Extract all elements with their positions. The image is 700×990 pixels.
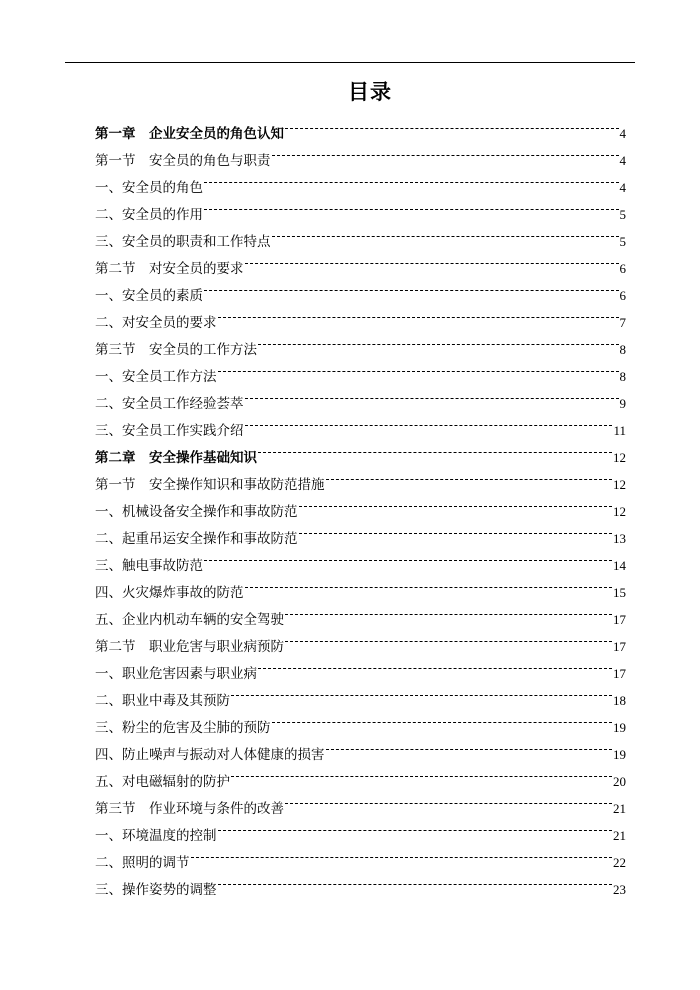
toc-dot-leader bbox=[285, 597, 612, 624]
toc-dot-leader bbox=[204, 192, 619, 219]
toc-dot-leader bbox=[272, 219, 619, 246]
header-rule bbox=[65, 62, 635, 63]
toc-entry-title: 第三节 作业环境与条件的改善 bbox=[95, 801, 284, 817]
toc-dot-leader bbox=[218, 867, 613, 894]
toc-page-number: 12 bbox=[613, 504, 626, 519]
toc-entry-title: 五、对电磁辐射的防护 bbox=[95, 774, 230, 790]
toc-entry-title: 三、触电事故防范 bbox=[95, 558, 203, 574]
toc-dot-leader bbox=[218, 354, 619, 381]
toc-page-number: 14 bbox=[613, 558, 626, 573]
toc-entry-title: 三、安全员工作实践介绍 bbox=[95, 423, 244, 439]
toc-entry-title: 五、企业内机动车辆的安全驾驶 bbox=[95, 612, 284, 628]
toc-entry-title: 三、粉尘的危害及尘肺的预防 bbox=[95, 720, 271, 736]
toc-dot-leader bbox=[299, 489, 613, 516]
toc-entry-title: 四、火灾爆炸事故的防范 bbox=[95, 585, 244, 601]
toc-entry-title: 二、安全员工作经验荟萃 bbox=[95, 396, 244, 412]
toc-dot-leader bbox=[218, 300, 619, 327]
toc-dot-leader bbox=[326, 732, 613, 759]
toc-entry-title: 三、安全员的职责和工作特点 bbox=[95, 234, 271, 250]
toc-page-number: 11 bbox=[613, 423, 626, 438]
toc-dot-leader bbox=[285, 624, 612, 651]
toc-page-number: 8 bbox=[619, 342, 626, 357]
toc-entry-title: 一、职业危害因素与职业病 bbox=[95, 666, 257, 682]
toc-dot-leader bbox=[245, 246, 619, 273]
toc-entry-title: 二、起重吊运安全操作和事故防范 bbox=[95, 531, 298, 547]
toc-page-number: 21 bbox=[613, 828, 626, 843]
toc-entry-title: 二、对安全员的要求 bbox=[95, 315, 217, 331]
toc-entry-title: 第一节 安全员的角色与职责 bbox=[95, 153, 271, 169]
toc-page-number: 21 bbox=[613, 801, 626, 816]
toc-dot-leader bbox=[245, 381, 619, 408]
toc-dot-leader bbox=[245, 408, 613, 435]
toc-dot-leader bbox=[258, 435, 612, 462]
toc-page-number: 15 bbox=[613, 585, 626, 600]
toc-page-number: 5 bbox=[619, 207, 626, 222]
toc-entry-title: 第二章 安全操作基础知识 bbox=[95, 450, 257, 466]
toc-entry-title: 四、防止噪声与振动对人体健康的损害 bbox=[95, 747, 325, 763]
toc-page-number: 9 bbox=[619, 396, 626, 411]
toc-page-number: 22 bbox=[613, 855, 626, 870]
toc-page-number: 19 bbox=[613, 747, 626, 762]
toc-dot-leader bbox=[285, 111, 619, 138]
toc-dot-leader bbox=[326, 462, 613, 489]
toc-page-number: 20 bbox=[613, 774, 626, 789]
toc-page-number: 4 bbox=[619, 153, 626, 168]
page-title: 目录 bbox=[348, 80, 392, 104]
toc-entry-title: 一、环境温度的控制 bbox=[95, 828, 217, 844]
toc-dot-leader bbox=[231, 759, 612, 786]
toc-page-number: 17 bbox=[613, 639, 626, 654]
toc-entry-title: 一、安全员的素质 bbox=[95, 288, 203, 304]
toc-page-number: 4 bbox=[619, 126, 626, 141]
toc-page-number: 13 bbox=[613, 531, 626, 546]
toc-page-number: 17 bbox=[613, 612, 626, 627]
toc-page-number: 17 bbox=[613, 666, 626, 681]
toc-dot-leader bbox=[258, 327, 619, 354]
toc-entry-title: 一、机械设备安全操作和事故防范 bbox=[95, 504, 298, 520]
toc-page-number: 6 bbox=[619, 261, 626, 276]
toc-page-number: 23 bbox=[613, 882, 626, 897]
toc-entry-title: 三、操作姿势的调整 bbox=[95, 882, 217, 898]
toc-dot-leader bbox=[204, 165, 619, 192]
toc-dot-leader bbox=[204, 273, 619, 300]
toc-dot-leader bbox=[299, 516, 613, 543]
toc-entry-title: 二、职业中毒及其预防 bbox=[95, 693, 230, 709]
toc-entry-title: 第二节 职业危害与职业病预防 bbox=[95, 639, 284, 655]
toc-entry-title: 第二节 对安全员的要求 bbox=[95, 261, 244, 277]
toc-page-number: 12 bbox=[613, 450, 626, 465]
toc-entry-title: 第一章 企业安全员的角色认知 bbox=[95, 126, 284, 142]
toc-dot-leader bbox=[218, 813, 613, 840]
toc-dot-leader bbox=[272, 138, 619, 165]
toc-entry-title: 第一节 安全操作知识和事故防范措施 bbox=[95, 477, 325, 493]
toc-page-number: 7 bbox=[619, 315, 626, 330]
toc-dot-leader bbox=[272, 705, 613, 732]
toc-page-number: 18 bbox=[613, 693, 626, 708]
toc-page-number: 6 bbox=[619, 288, 626, 303]
toc-page-number: 8 bbox=[619, 369, 626, 384]
toc-entry-title: 二、照明的调节 bbox=[95, 855, 190, 871]
toc-page-number: 12 bbox=[613, 477, 626, 492]
toc-chapter-entry[interactable] bbox=[95, 111, 626, 142]
toc-page-number: 19 bbox=[613, 720, 626, 735]
toc-page-number: 5 bbox=[619, 234, 626, 249]
toc-dot-leader bbox=[245, 570, 613, 597]
toc-entry-title: 一、安全员工作方法 bbox=[95, 369, 217, 385]
toc-dot-leader bbox=[204, 543, 612, 570]
table-of-contents bbox=[95, 111, 626, 898]
toc-page-number: 4 bbox=[619, 180, 626, 195]
toc-dot-leader bbox=[231, 678, 612, 705]
toc-dot-leader bbox=[258, 651, 612, 678]
toc-entry-title: 二、安全员的作用 bbox=[95, 207, 203, 223]
toc-entry-title: 一、安全员的角色 bbox=[95, 180, 203, 196]
toc-dot-leader bbox=[191, 840, 613, 867]
toc-dot-leader bbox=[285, 786, 612, 813]
toc-entry-title: 第三节 安全员的工作方法 bbox=[95, 342, 257, 358]
